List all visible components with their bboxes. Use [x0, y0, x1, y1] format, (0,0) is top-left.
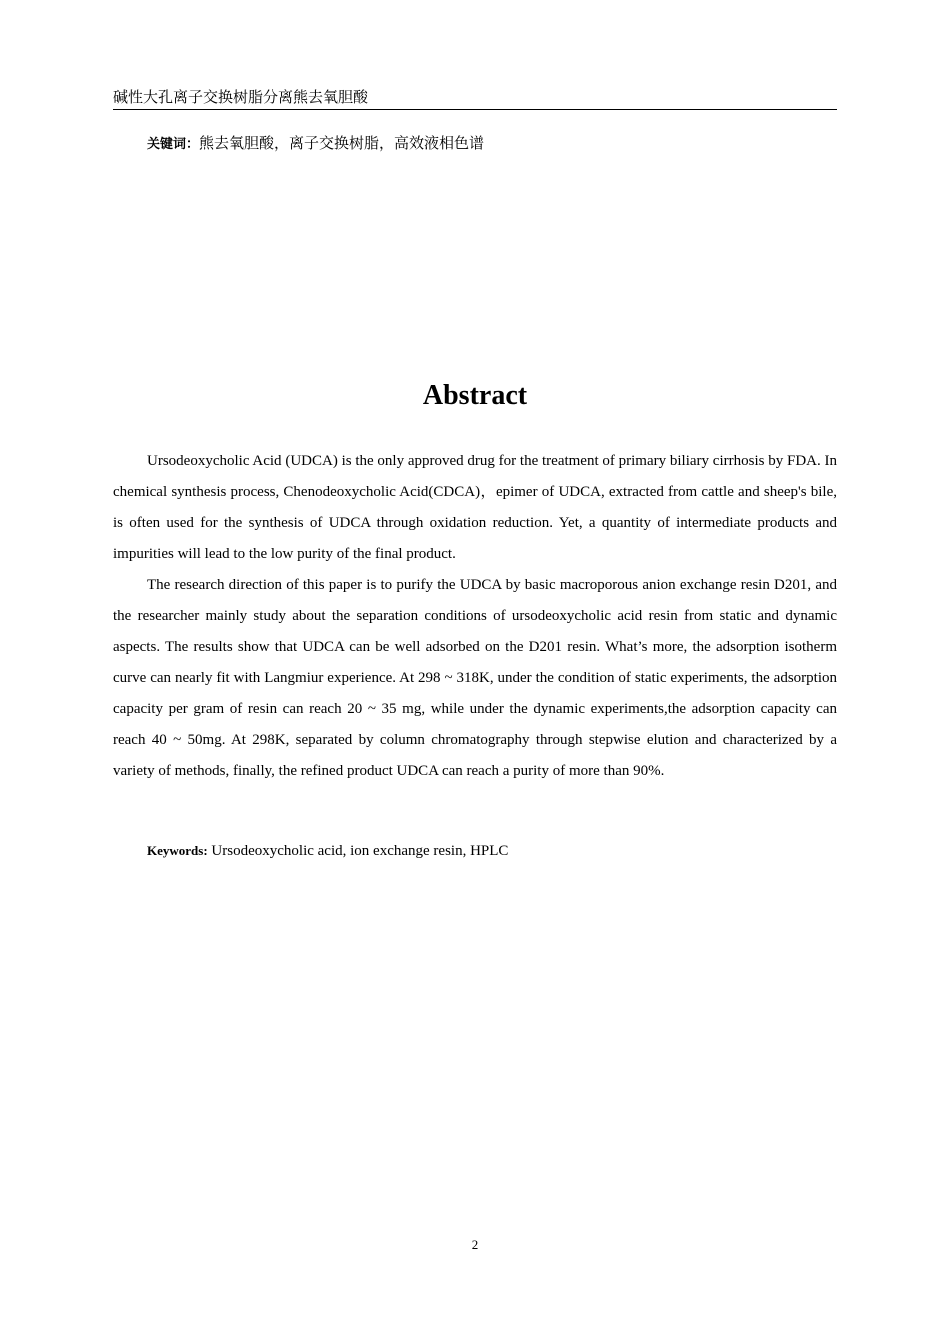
- page-number: 2: [471, 1237, 479, 1252]
- abstract-paragraph: The research direction of this paper is to purify the UDCA by basic macroporous anion exchange resin D201, and the researcher mainly study about the separation conditions of ursodeoxycholic acid resin from static and dynamic aspects. The results show that UDCA can be well adsorbed on the D201 resin. What’s more, the adsorption isotherm curve can nearly fit with Langmiur experience. At 298 ~ 318K, under the condition of static experiments, the adsorption capacity per gram of resin can reach 20 ~ 35 mg, while under the dynamic experiments,the adsorption capacity can reach 40 ~ 50mg. At 298K, separated by column chromatography through stepwise elution and characterized by a variety of methods, finally, the refined product UDCA can reach a purity of more than 90%.: [113, 577, 837, 779]
- english-keywords-label: Keywords:: [147, 843, 208, 858]
- chinese-keywords-label: 关键词：: [147, 137, 200, 152]
- running-header: [113, 88, 837, 110]
- chinese-keywords: [147, 134, 484, 155]
- english-keywords-text: Ursodeoxycholic acid, ion exchange resin, HPLC: [211, 843, 509, 859]
- abstract-body: [113, 446, 837, 787]
- english-keywords: [147, 840, 508, 862]
- running-header-title: 碱性大孔离子交换树脂分离熊去氧胆酸: [113, 90, 369, 106]
- chinese-keywords-text: 熊去氧胆酸，离子交换树脂，高效液相色谱: [199, 136, 485, 152]
- abstract-title: Abstract: [422, 380, 528, 411]
- abstract-paragraph: Ursodeoxycholic Acid (UDCA) is the only approved drug for the treatment of primary biliary cirrhosis by FDA. In chemical synthesis process, Chenodeoxycholic Acid(CDCA)，epimer of UDCA, extracted from cattle and sheep's bile, is often used for the synthesis of UDCA through oxidation reduction. Yet, a quantity of intermediate products and impurities will lead to the low purity of the final product.: [113, 453, 837, 562]
